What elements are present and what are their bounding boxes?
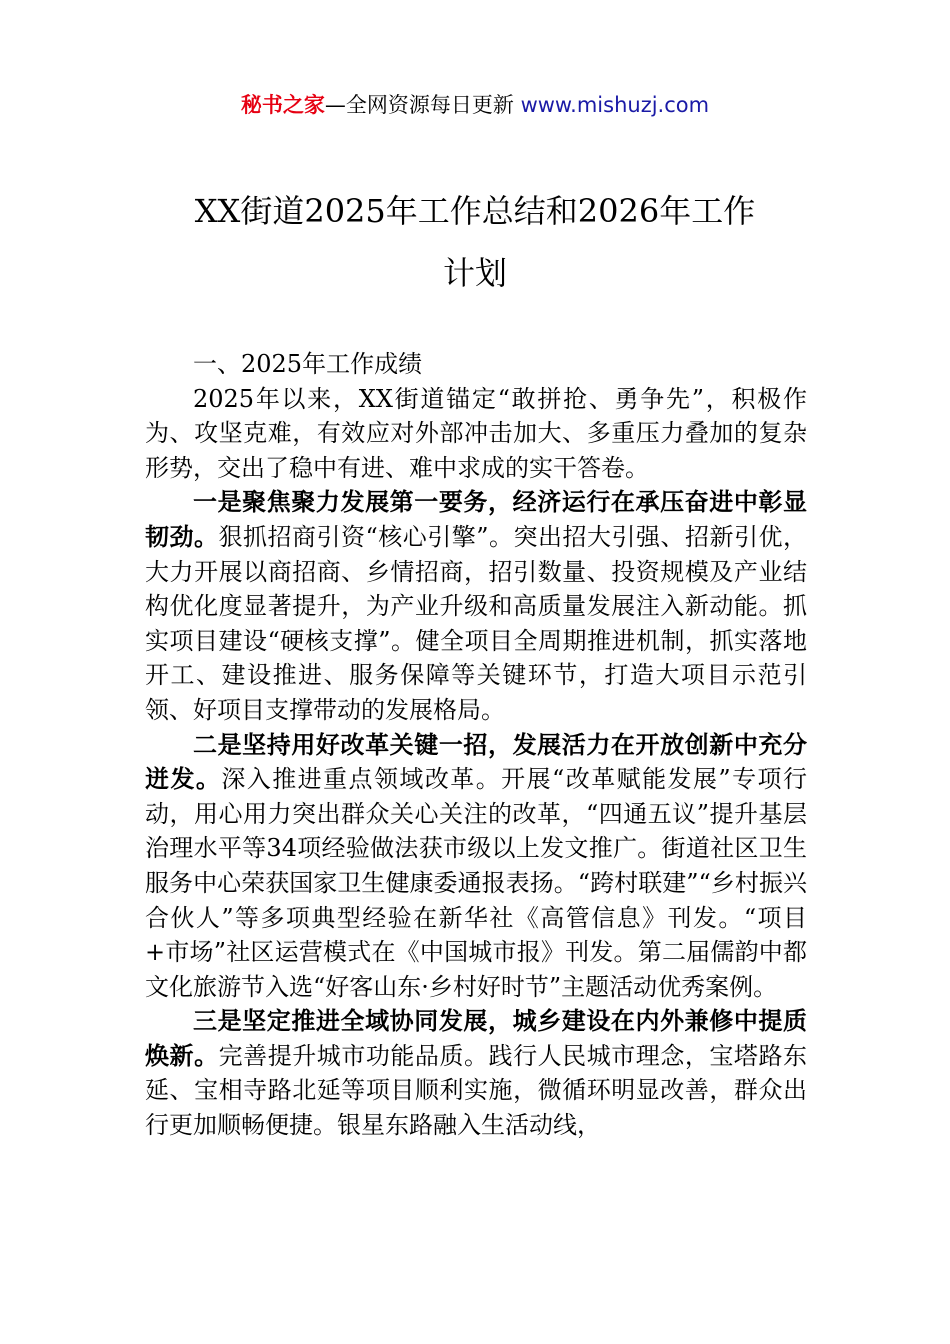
paragraph-economy-lead: 一是聚焦聚力发展第一要务，经济运行在承压奋进中彰显韧劲。 [145, 487, 807, 551]
site-tagline: —全网资源每日更新 [324, 93, 514, 117]
paragraph-urban-text: 完善提升城市功能品质。践行人民城市理念，宝塔路东延、宝相寺路北延等项目顺利实施，微循环明显改善，群众出行更加顺畅便捷。银星东路融入生活动线， [145, 1041, 808, 1140]
document-title-line-2: 计划 [442, 254, 507, 292]
site-brand: 秘书之家 [240, 93, 325, 117]
document-title [120, 180, 830, 304]
paragraph-reform-text: 深入推进重点领域改革。开展“改革赋能发展”专项行动，用心用力突出群众关心关注的改革，“四通五议”提升基层治理水平等34项经验做法获市级以上发文推广。街道社区卫生服务中心荣获国家卫生健康委通报表扬。“跨村联建”“乡村振兴合伙人”等多项典型经验在新华社《高管信息》刊发。“项目+市场”社区运营模式在《中国城市报》刊发。第二届儒韵中都文化旅游节入选“好客山东·乡村好时节”主题活动优秀案例。 [145, 765, 807, 1001]
section-heading-achievements: 一、2025年工作成绩 [193, 350, 423, 378]
paragraph-reform [145, 728, 807, 1005]
paragraph-urban-lead: 三是坚定推进全域协同发展，城乡建设在内外兼修中提质焕新。 [145, 1006, 807, 1070]
paragraph-economy [145, 485, 807, 727]
intro-paragraph: 2025年以来，XX街道锚定“敢拼抢、勇争先”，积极作为、攻坚克难，有效应对外部冲击加大、多重压力叠加的复杂形势，交出了稳中有进、难中求成的实干答卷。 [145, 384, 807, 482]
site-header [0, 90, 950, 120]
document-title-line-1: XX街道2025年工作总结和2026年工作 [194, 192, 756, 230]
document-body [145, 347, 807, 1143]
paragraph-reform-lead: 二是坚持用好改革关键一招，发展活力在开放创新中充分迸发。 [145, 729, 807, 794]
paragraph-economy-text: 狠抓招商引资“核心引擎”。突出招大引强、招新引优，大力开展以商招商、乡情招商，招引数量、投资规模及产业结构优化度显著提升，为产业升级和高质量发展注入新动能。抓实项目建设“硬核支撑”。健全项目全周期推进机制，抓实落地开工、建设推进、服务保障等关键环节，打造大项目示范引领、好项目支撑带动的发展格局。 [145, 522, 807, 724]
paragraph-urban [145, 1004, 807, 1142]
site-url-link[interactable]: www.mishuzj.com [520, 93, 710, 117]
